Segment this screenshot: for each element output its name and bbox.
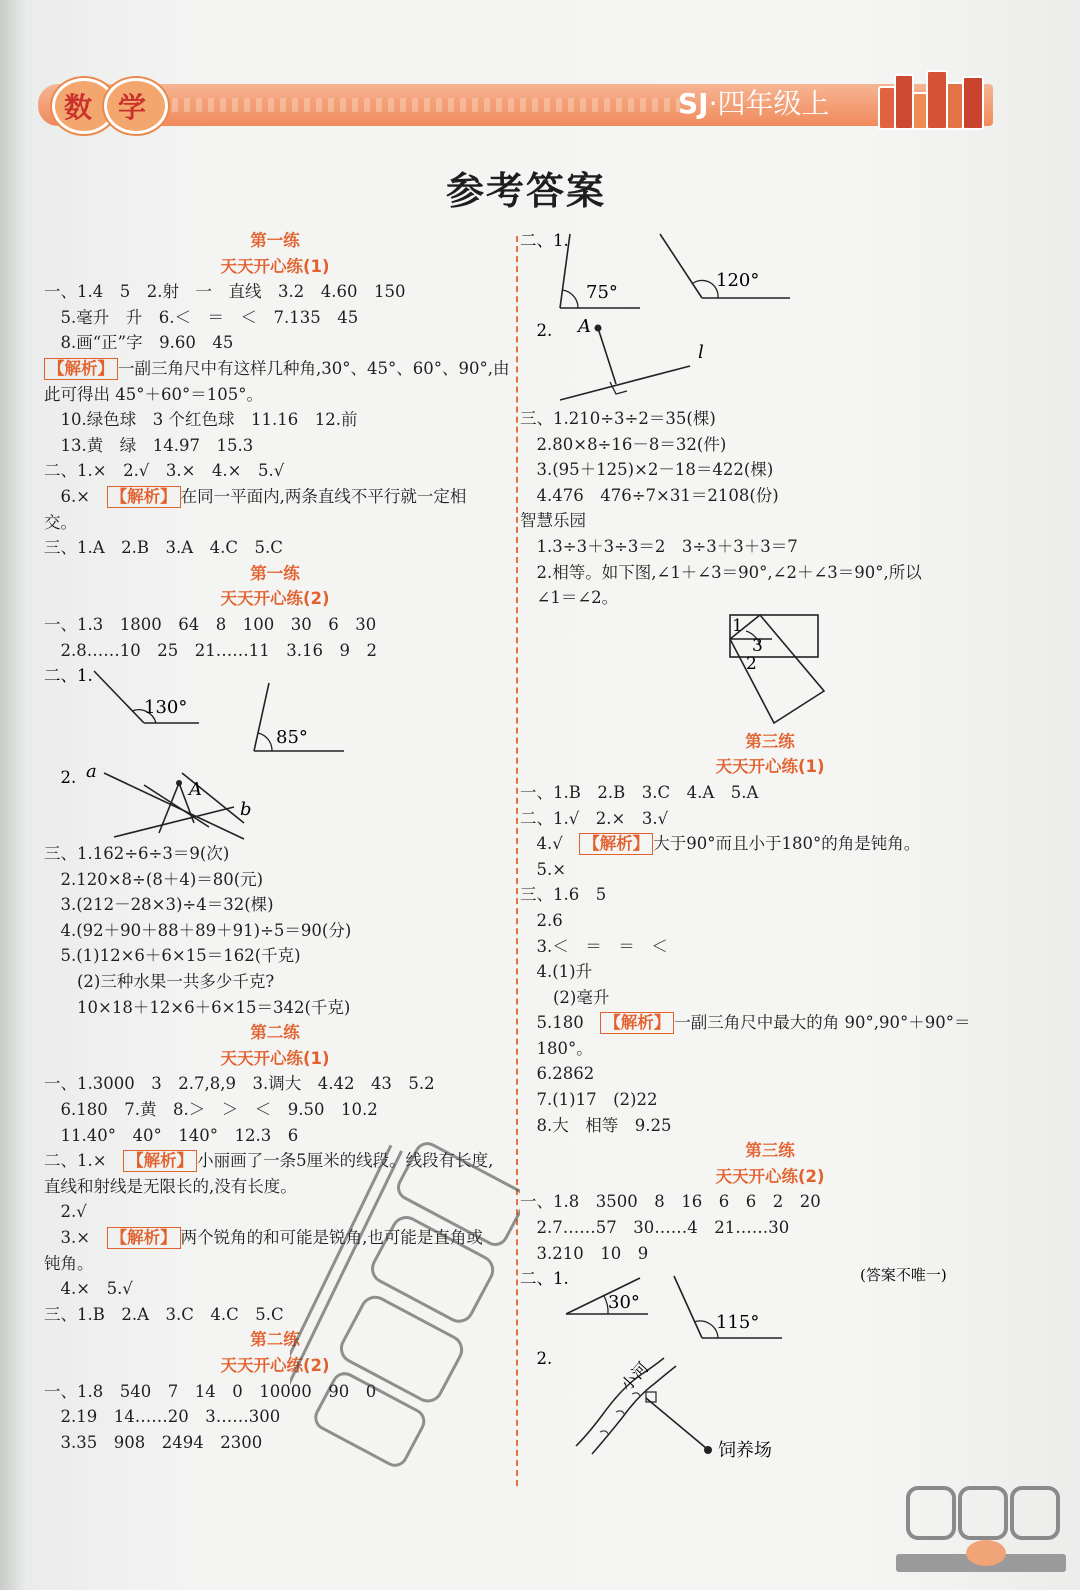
answer-line: 4.(92＋90＋88＋89＋91)÷5＝90(分) [44,920,352,940]
farm-label: 饲养场 [718,1440,772,1462]
point-label: A [189,779,202,801]
answer-line: (2)三种水果一共多少千克? [44,972,275,992]
angles3-block [520,1266,1020,1346]
answer-line: 一、1.B 2.B 3.C 4.A 5.A [520,782,759,802]
answer-line-with-analysis [520,1010,1020,1036]
stamp-watermark [290,1130,520,1470]
analysis-text: 在同一平面内,两条直线不平行就一定相 [180,486,467,506]
section-heading: 天天开心练(2) [715,1166,825,1186]
answer-line: 2.相等。如下图,∠1＋∠3＝90°,∠2＋∠3＝90°,所以 [520,562,922,582]
answer-line: 4.476 476÷7×31＝2108(份) [520,485,779,505]
figure-label: 2. [520,1349,553,1369]
answer-line: 3.＜ ＝ ＝ ＜ [520,936,668,956]
angle-number: 1 [732,615,743,636]
answer-line: ∠1＝∠2。 [520,588,619,608]
answer-line: 3.210 10 9 [520,1243,649,1263]
answer-line: 一、1.3 1800 64 8 100 30 6 30 [44,614,377,634]
angles2-figure [520,228,1000,318]
angles2-block [520,228,1020,318]
answer-prefix: 5.180 [520,1013,601,1033]
figure-label: 2. [44,768,77,788]
answer-line: 交。 [44,512,77,532]
angles1-block [44,663,506,765]
answer-line: 2.7……57 30……4 21……30 [520,1218,790,1238]
answer-line: 2.6 [520,910,563,930]
answer-note: (答案不唯一) [860,1266,947,1285]
section-heading: 天天开心练(2) [220,589,330,609]
grade-text: 四年级上 [717,87,830,120]
subject-char: 学 [118,91,147,124]
answer-line: 2.19 14……20 3……300 [44,1407,281,1427]
rect-angles-block [520,611,1020,729]
answer-line: (2)毫升 [520,987,610,1007]
angles3-figure [520,1266,1000,1346]
answer-line: 10×18＋12×6＋6×15＝342(千克) [44,997,351,1017]
angle-label: 120° [716,270,760,291]
answer-line: 2.80×8÷16－8＝32(件) [520,434,727,454]
angle-label: 75° [586,282,618,303]
answer-line: 10.绿色球 3 个红色球 11.16 12.前 [44,410,358,430]
analysis-text: 一副三角尺中最大的角 90°,90°＋90°＝ [674,1013,971,1033]
answer-line: 一、1.8 540 7 14 0 10000 90 0 [44,1381,377,1401]
answer-line: 三、1.210÷3÷2＝35(棵) [520,409,716,428]
analysis-text: 大于90°而且小于180°的角是钝角。 [653,834,921,854]
analysis-tag: 【解析】 [107,486,181,508]
right-column [520,228,1020,1464]
answer-line: 6.2862 [520,1064,595,1084]
subject-char: 数 [64,91,93,124]
answer-line: 4.× 5.√ [44,1279,133,1299]
analysis-tag: 【解析】 [600,1012,674,1034]
answer-line: 3.35 908 2494 2300 [44,1432,263,1452]
answer-line: 180°。 [520,1038,593,1058]
answer-line: 直线和射线是无限长的,没有长度。 [44,1176,297,1196]
page-title: 参考答案 [446,169,607,213]
analysis-tag: 【解析】 [123,1150,197,1172]
answer-line: 7.(1)17 (2)22 [520,1090,658,1110]
angles1-figure [44,663,524,765]
answer-line: 2.√ [44,1202,87,1222]
answer-line: 二、1.× 2.√ 3.× 4.× 5.√ [44,461,285,481]
answer-line-with-analysis [520,831,1020,857]
answer-line: 3.(95＋125)×2－18＝422(棵) [520,460,774,480]
answer-line: 6.180 7.黄 8.＞ ＞ ＜ 9.50 10.2 [44,1100,378,1120]
answer-line: 钝角。 [44,1253,94,1273]
analysis-text: 一副三角尺中有这样几种角,30°、45°、60°、90°,由 [118,358,510,378]
section-heading: 第二练 [250,1330,300,1350]
angle-label: 130° [144,697,188,719]
analysis-tag: 【解析】 [107,1227,181,1249]
answer-line: 一、1.8 3500 8 16 6 6 2 20 [520,1192,821,1212]
point-label: A [578,318,591,337]
rect-angles-figure [520,611,1000,729]
analysis-text: 两个锐角的和可能是锐角,也可能是直角或 [180,1228,483,1247]
section-heading: 天天开心练(1) [715,757,825,777]
series-code: SJ [678,87,709,120]
river-label: 小河 [616,1358,653,1395]
angle-number: 2 [746,653,757,674]
answer-line: 4.(1)升 [520,962,593,982]
section-heading: 第一练 [250,231,300,250]
figure-label: 二、1. [520,231,569,250]
answer-line: 13.黄 绿 14.97 15.3 [44,435,254,455]
line-label: a [86,765,97,783]
answer-line: 二、1.√ 2.× 3.√ [520,808,669,828]
analysis-tag: 【解析】 [579,833,653,855]
analysis-tag: 【解析】 [44,358,118,380]
answer-line: 三、1.A 2.B 3.A 4.C 5.C [44,538,283,558]
answer-line: 3.(212－28×3)÷4＝32(棵) [44,895,274,915]
perp-figure [520,318,1000,406]
figure-label: 二、1. [44,666,93,686]
answer-line: 此可得出 45°＋60°＝105°。 [44,384,263,404]
answer-line: 一、1.4 5 2.射 一 直线 3.2 4.60 150 [44,282,406,302]
figure-label: 2. [520,321,553,340]
answer-prefix: 二、1.× [44,1151,124,1171]
river-figure [520,1346,1000,1464]
answer-line: 智慧乐园 [520,511,586,531]
answer-line: 5.× [520,859,567,879]
books-icon [878,72,990,130]
angle-label: 85° [276,727,308,749]
lines-ab-figure [44,765,524,841]
section-heading: 第三练 [745,731,795,751]
line-label: l [698,342,704,363]
answer-line-with-analysis [44,484,506,510]
answer-line: 1.3÷3＋3÷3＝2 3÷3＋3＋3＝7 [520,536,798,556]
corner-logo-icon [886,1482,1076,1582]
answer-line: 三、1.162÷6÷3＝9(次) [44,844,230,864]
analysis-text: 小丽画了一条5厘米的线段。线段有长度, [197,1151,494,1171]
answer-line: 11.40° 40° 140° 12.3 6 [44,1125,299,1145]
page-tag [966,1540,1006,1566]
grade-label [672,86,836,122]
angle-label: 30° [608,1292,640,1314]
angle-label: 115° [716,1312,760,1334]
line-label: b [240,799,252,821]
section-heading: 第一练 [250,563,300,583]
answer-prefix: 6.× [44,486,107,506]
angle-number: 3 [752,635,763,656]
answer-line: 5.(1)12×6＋6×15＝162(千克) [44,946,301,966]
answer-line-with-analysis [44,356,510,382]
section-heading: 第二练 [250,1023,300,1043]
lines-ab-block [44,765,506,841]
river-block [520,1346,1020,1464]
binding-shadow [0,0,28,1590]
answer-line: 8.画“正”字 9.60 45 [44,333,234,353]
answer-line: 5.毫升 升 6.＜ ＝ ＜ 7.135 45 [44,307,359,327]
section-heading: 天天开心练(1) [220,1048,330,1068]
section-heading: 第三练 [745,1141,795,1161]
answer-line: 一、1.3000 3 2.7,8,9 3.调大 4.42 43 5.2 [44,1074,435,1094]
section-heading: 天天开心练(1) [220,256,330,276]
answer-prefix: 3.× [44,1228,107,1247]
answer-line: 2.120×8÷(8＋4)＝80(元) [44,869,264,889]
section-heading: 天天开心练(2) [220,1355,330,1375]
subject-logo [52,72,170,130]
perp-block [520,318,1020,406]
answer-line: 三、1.6 5 [520,885,607,905]
answer-line: 2.8……10 25 21……11 3.16 9 2 [44,640,377,660]
figure-label: 二、1. [520,1269,569,1289]
series-dot: · [708,87,718,120]
answer-prefix: 4.√ [520,834,580,854]
header-stripe [160,98,680,112]
answer-line: 8.大 相等 9.25 [520,1115,672,1135]
answer-line: 三、1.B 2.A 3.C 4.C 5.C [44,1304,284,1324]
